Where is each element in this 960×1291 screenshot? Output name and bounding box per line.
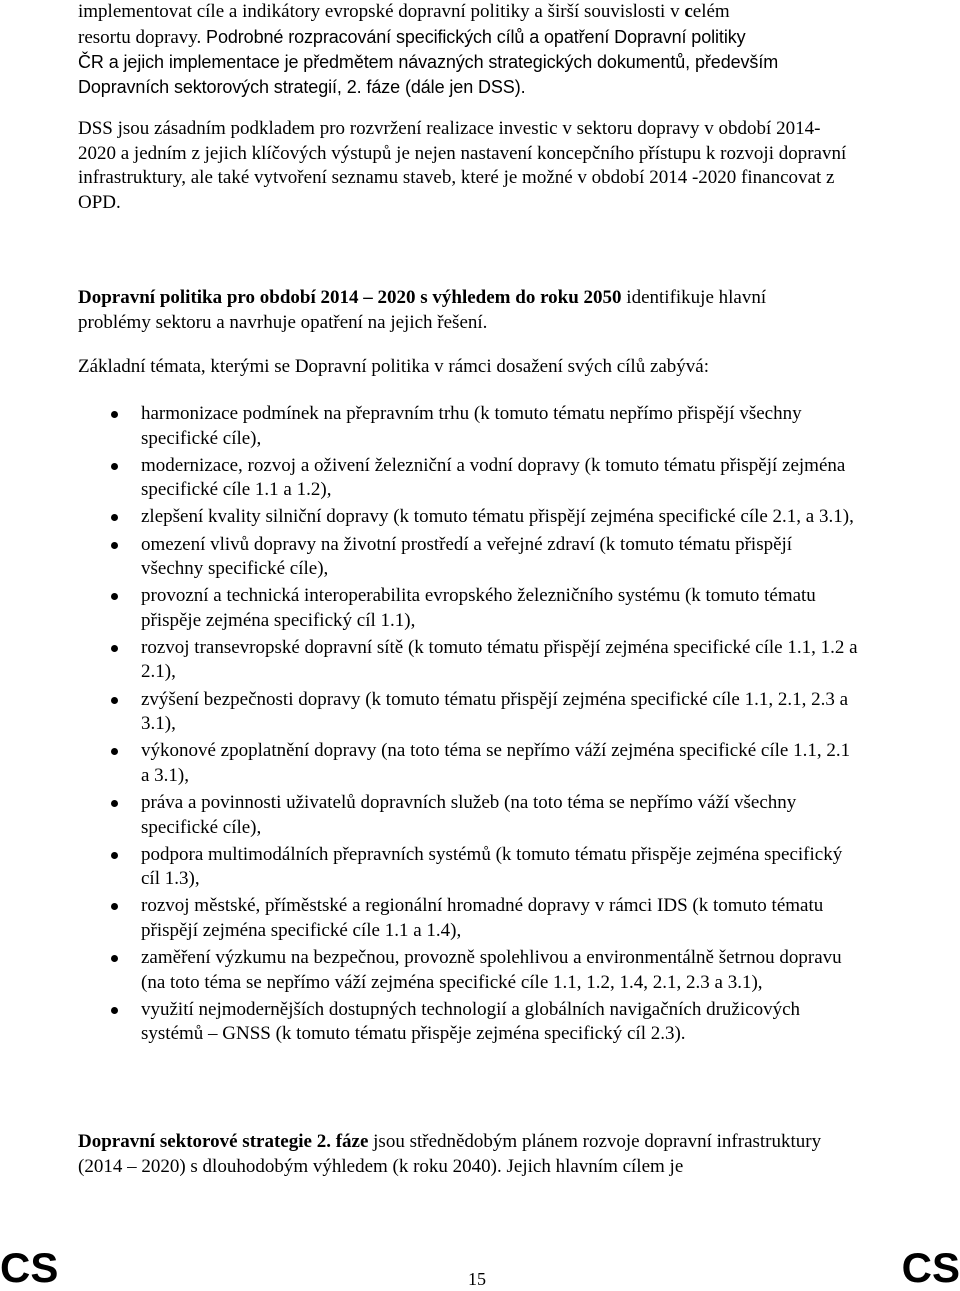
bullet-icon [111, 463, 118, 470]
intro-line-2: resortu dopravy. Podrobné rozpracování specifických cílů a opatření Dopravní politiky [78, 26, 746, 48]
intro-line-1: implementovat cíle a indikátory evropské dopravní politiky a širší souvislosti v celém [78, 1, 730, 22]
bullet-icon [111, 697, 118, 704]
list-item: modernizace, rozvoj a oživení železniční a vodní dopravy (k tomuto tématu přispějí zejména specifické cíle 1.1 a 1.2), [78, 454, 858, 503]
bullet-icon [111, 1007, 118, 1014]
bullet-icon [111, 411, 118, 418]
bullet-icon [111, 800, 118, 807]
list-item: výkonové zpoplatnění dopravy (na toto téma se nepřímo váží zejména specifické cíle 1.1, 2.1 a 3.1), [78, 739, 858, 788]
list-item: využití nejmodernějších dostupných technologií a globálních navigačních družicových systémů – GNSS (k tomuto tématu přispěje zejména specifický cíl 2.3). [78, 998, 858, 1047]
list-item: harmonizace podmínek na přepravním trhu (k tomuto tématu nepřímo přispějí všechny specifické cíle), [78, 402, 858, 451]
paragraph-dss: DSS jsou zásadním podkladem pro rozvržení realizace investic v sektoru dopravy v období 2014-2020 a jedním z jejich klíčových výstupů je nejen nastavení koncepčního přístupu k rozvoji dopravní infrastruktury, ale také vytvoření seznamu staveb, které je možné v období 2014 -2020 financovat z OPD. [78, 118, 847, 213]
list-item: rozvoj transevropské dopravní sítě (k tomuto tématu přispějí zejména specifické cíle 1.1, 1.2 a 2.1), [78, 636, 858, 685]
bullet-icon [111, 748, 118, 755]
list-item: rozvoj městské, příměstské a regionální hromadné dopravy v rámci IDS (k tomuto tématu přispějí zejména specifické cíle 1.1 a 1.4), [78, 894, 858, 943]
transport-policy-title: Dopravní politika pro období 2014 – 2020 s výhledem do roku 2050 [78, 287, 622, 308]
footer-language-mark-left: CS [0, 1244, 59, 1291]
list-item: zaměření výzkumu na bezpečnou, provozně spolehlivou a environmentálně šetrnou dopravu (na toto téma se nepřímo váží zejména specifické cíle 1.1, 1.2, 1.4, 2.1, 2.3 a 3.1), [78, 946, 858, 995]
bullet-icon [111, 852, 118, 859]
sector-strategies-title: Dopravní sektorové strategie 2. fáze [78, 1131, 369, 1152]
topics-list [78, 402, 858, 1049]
bullet-icon [111, 514, 118, 521]
list-item: omezení vlivů dopravy na životní prostředí a veřejné zdraví (k tomuto tématu přispějí všechny specifické cíle), [78, 533, 858, 582]
bullet-icon [111, 645, 118, 652]
bullet-icon [111, 542, 118, 549]
intro-line-4: Dopravních sektorových strategií, 2. fáze (dále jen DSS). [78, 76, 526, 97]
bullet-icon [111, 903, 118, 910]
list-item: podpora multimodálních přepravních systémů (k tomuto tématu přispěje zejména specifický cíl 1.3), [78, 843, 858, 892]
bullet-icon [111, 593, 118, 600]
bullet-icon [111, 955, 118, 962]
list-item: zvýšení bezpečnosti dopravy (k tomuto tématu přispějí zejména specifické cíle 1.1, 2.1, 2.3 a 3.1), [78, 688, 858, 737]
list-item: práva a povinnosti uživatelů dopravních služeb (na toto téma se nepřímo váží všechny specifické cíle), [78, 791, 858, 840]
page-number: 15 [468, 1269, 486, 1289]
list-item: zlepšení kvality silniční dopravy (k tomuto tématu přispějí zejména specifické cíle 2.1, a 3.1), [78, 505, 858, 530]
footer-language-mark-right: CS [901, 1244, 960, 1291]
list-item: provozní a technická interoperabilita evropského železničního systému (k tomuto tématu přispěje zejména specifický cíl 1.1), [78, 584, 858, 633]
paragraph-topics-intro: Základní témata, kterými se Dopravní politika v rámci dosažení svých cílů zabývá: [78, 356, 710, 377]
paragraph-intro [78, 0, 878, 99]
paragraph-sector-strategies: Dopravní sektorové strategie 2. fáze jsou střednědobým plánem rozvoje dopravní infrastruktury (2014 – 2020) s dlouhodobým výhledem (k roku 2040). Jejich hlavním cílem je [78, 1131, 822, 1177]
paragraph-transport-policy: Dopravní politika pro období 2014 – 2020 s výhledem do roku 2050 identifikuje hlavní problémy sektoru a navrhuje opatření na jejich řešení. [78, 287, 767, 333]
intro-line-3: ČR a jejich implementace je předmětem návazných strategických dokumentů, především [78, 52, 779, 72]
